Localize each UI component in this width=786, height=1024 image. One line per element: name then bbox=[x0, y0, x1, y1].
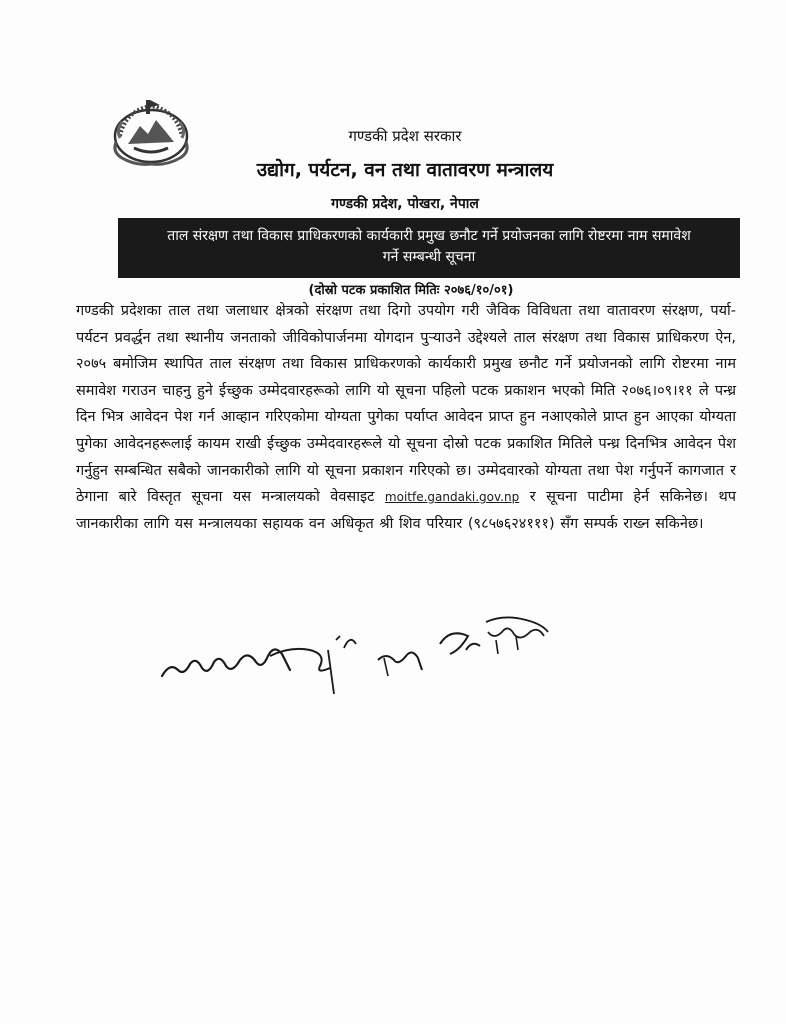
publication-date: (दोस्रो पटक प्रकाशित मितिः २०७६/१०/०१) bbox=[308, 283, 514, 298]
notice-body-part2: र सूचना पाटीमा हेर्न सकिनेछ। थप जानकारीका लागि यस मन्त्रालयका सहायक वन अधिकृत श्री शिव परियार (९८५७६२४१११) सँग सम्पर्क राख्न सकिनेछ। bbox=[76, 489, 736, 532]
handwritten-signatures-icon bbox=[150, 610, 570, 700]
government-name: गण्डकी प्रदेश सरकार bbox=[348, 127, 462, 145]
ministry-address: गण्डकी प्रदेश, पोखरा, नेपाल bbox=[331, 196, 479, 212]
ministry-website-link[interactable]: moitfe.gandaki.gov.np bbox=[384, 490, 520, 505]
ministry-name: उद्योग, पर्यटन, वन तथा वातावरण मन्त्रालय bbox=[256, 159, 554, 181]
notice-title-line2: गर्ने सम्बन्धी सूचना bbox=[382, 249, 476, 265]
notice-body-part1: गण्डकी प्रदेशका ताल तथा जलाधार क्षेत्रको संरक्षण तथा दिगो उपयोग गरी जैविक विविधता तथा वातावरण संरक्षण, पर्या-पर्यटन प्रवर्द्धन तथा स्थानीय जनताको जीविकोपार्जनमा योगदान पुऱ्याउने उद्देश्यले ताल संरक्षण तथा विकास प्राधिकरण ऐन, २०७५ बमोजिम स्थापित ताल संरक्षण तथा विकास प्राधिकरणको कार्यकारी प्रमुख छनौट गर्ने प्रयोजनको लागि रोष्टरमा नाम समावेश गराउन चाहनु हुने ईच्छुक उम्मेदवारहरूको लागि यो सूचना पहिलो पटक प्रकाशन भएको मिति २०७६।०९।११ ले पन्ध्र दिन भित्र आवेदन पेश गर्न आव्हान गरिएकोमा योग्यता पुगेका पर्याप्त आवेदन प्राप्त हुन नआएकोले प्राप्त हुन आएका योग्यता पुगेका आवेदनहरूलाई कायम राखी ईच्छुक उम्मेदवारहरूले यो सूचना दोस्रो पटक प्रकाशित मितिले पन्ध्र दिनभित्र आवेदन पेश गर्नुहुन सम्बन्धित सबैको जानकारीको लागि यो सूचना प्रकाशन गरिएको छ। उम्मेदवारको योग्यता तथा पेश गर्नुपर्ने कागजात र ठेगाना बारे विस्तृत सूचना यस मन्त्रालयको वेवसाइट bbox=[76, 303, 736, 506]
notice-body bbox=[76, 298, 736, 537]
notice-title-box bbox=[118, 218, 740, 278]
notice-title-line1: ताल संरक्षण तथा विकास प्राधिकरणको कार्यकारी प्रमुख छनौट गर्ने प्रयोजनका लागि रोष्टरमा नाम समावेश bbox=[167, 228, 691, 244]
